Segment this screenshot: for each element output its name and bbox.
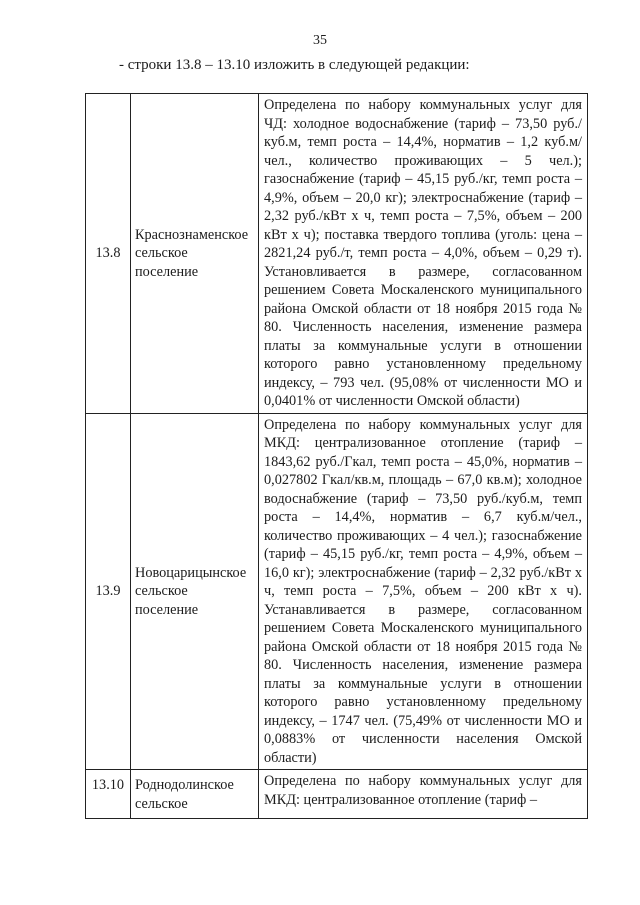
page-number: 35 xyxy=(313,33,327,48)
row-description xyxy=(259,413,588,770)
intro-text: - строки 13.8 – 13.10 изложить в следующей редакции: xyxy=(119,57,470,73)
row-number: 13.9 xyxy=(86,413,131,770)
description-text: Определена по набору коммунальных услуг для МКД: централизованное отопление (тариф – 1843,62 руб./Гкал, темп роста – 45,0%, норматив – 0,027802 Гкал/кв.м, площадь – 67,0 кв.м); холодное водоснабжение (тариф – 73,50 руб./куб.м, темп роста – 14,4%, норматив – 6,7 куб.м/чел., количество проживающих – 4 чел.); газоснабжение (тариф – 45,15 руб./кг, темп роста – 4,9%, объем – 16,0 кг); электроснабжение (тариф – 2,32 руб./кВт х ч, темп роста – 7,5%, объем – 200 кВт х ч). Устанавливается в размере, согласованном решением Совета Москаленского муниципального района Омской области от 18 ноября 2015 года № 80. Численность населения, изменение размера платы за коммунальные услуги в отношении которого равно установленному предельному индексу, – 1747 чел. (75,49% от численности МО и 0,0883% от численности населения Омской области) xyxy=(264,416,582,766)
description-text: Определена по набору коммунальных услуг для МКД: централизованное отопление (тариф – xyxy=(264,773,582,808)
row-description xyxy=(259,770,588,819)
table-row xyxy=(86,770,588,819)
description-text: Определена по набору коммунальных услуг для ЧД: холодное водоснабжение (тариф – 73,50 руб./куб.м, темп роста – 14,4%, норматив – 1,2 куб.м/чел., количество проживающих – 5 чел.); газоснабжение (тариф – 45,15 руб./кг, темп роста – 4,9%, объем – 20,0 кг); электроснабжение (тариф – 2,32 руб./кВт х ч, темп роста – 7,5%, объем – 200 кВт х ч); поставка твердого топлива (уголь: цена – 2821,24 руб./т, темп роста – 4,0%, объем – 0,29 т). Установливается в размере, согласованном решением Совета Москаленского муниципального района Омской области от 18 ноября 2015 года № 80. Численность населения, изменение размера платы за коммунальные услуги в отношении которого равно установленному предельному индексу, – 793 чел. (95,08% от численности МО и 0,0401% от численности Омской области) xyxy=(264,97,582,409)
settlement-name: Новоцарицынское сельское поселение xyxy=(131,413,259,770)
settlement-name: Краснознаменское сельское поселение xyxy=(131,94,259,414)
row-number: 13.10 xyxy=(86,770,131,819)
settlement-name: Роднодолинское сельское xyxy=(131,770,259,819)
table-row xyxy=(86,94,588,414)
row-description xyxy=(259,94,588,414)
amendments-table xyxy=(85,93,588,819)
row-number: 13.8 xyxy=(86,94,131,414)
table-row xyxy=(86,413,588,770)
